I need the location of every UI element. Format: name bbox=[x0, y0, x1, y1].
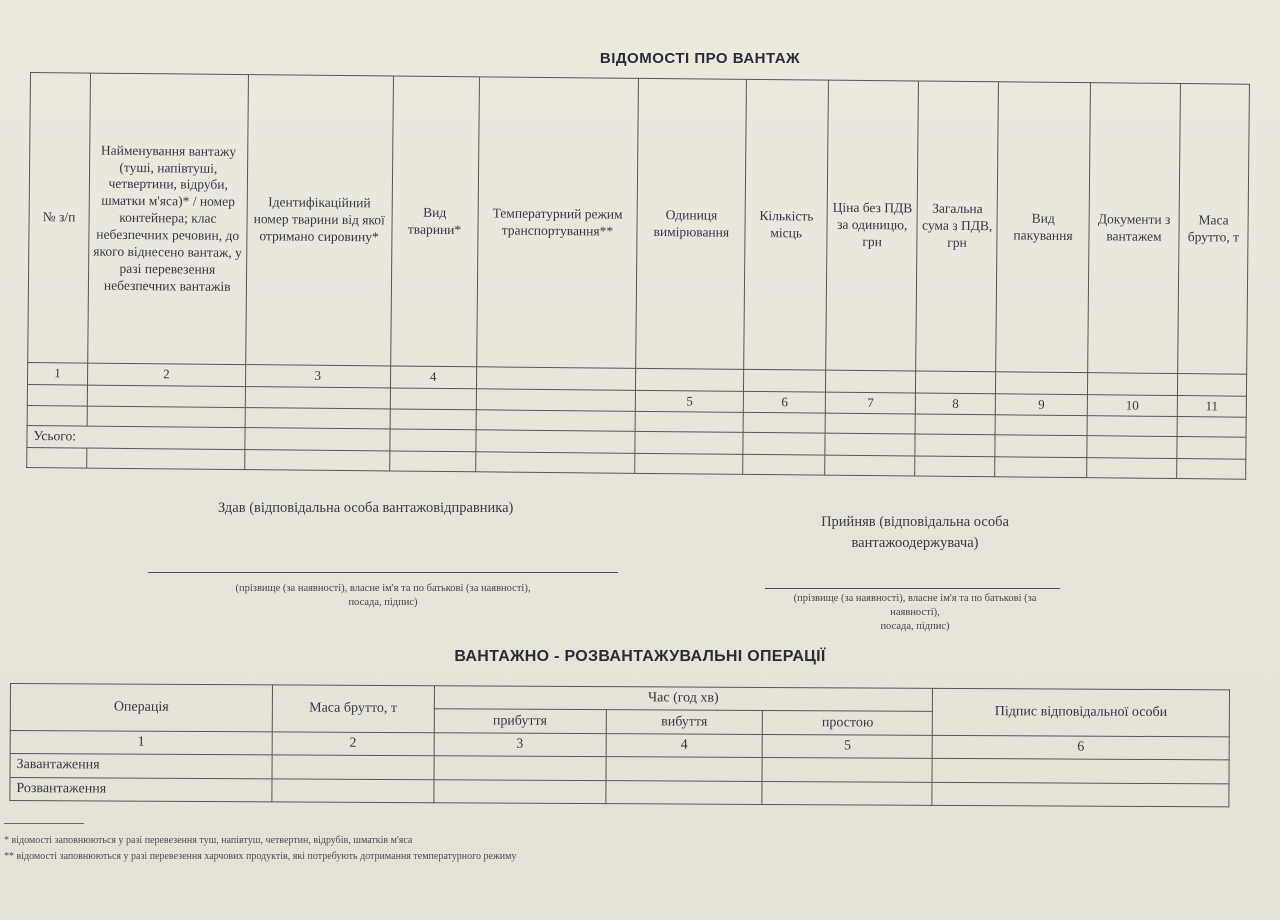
sender-note-line: посада, підпис) bbox=[348, 597, 418, 609]
receiver-signature-line[interactable] bbox=[765, 588, 1060, 589]
sender-signature-line[interactable] bbox=[148, 572, 618, 573]
col-number: 1 bbox=[10, 730, 272, 755]
table-cell[interactable] bbox=[915, 434, 995, 456]
table-cell[interactable] bbox=[825, 455, 915, 476]
sender-note bbox=[148, 582, 618, 610]
operations-title: ВАНТАЖНО - РОЗВАНТАЖУВАЛЬНІ ОПЕРАЦІЇ bbox=[454, 648, 826, 665]
col-header-price: Ціна без ПДВ за одиницю, грн bbox=[826, 80, 919, 371]
col-number: 4 bbox=[606, 733, 763, 757]
col-number: 9 bbox=[995, 393, 1087, 415]
table-cell[interactable] bbox=[825, 433, 915, 455]
col-header-gross-mass: Маса брутто, т bbox=[1178, 84, 1250, 375]
table-cell[interactable] bbox=[87, 448, 245, 470]
table-cell[interactable] bbox=[389, 451, 475, 472]
table-cell[interactable] bbox=[1087, 416, 1177, 437]
ops-header-signature: Підпис відповідальної особи bbox=[932, 688, 1229, 736]
table-cell[interactable] bbox=[244, 449, 389, 471]
col-number: 8 bbox=[915, 393, 995, 415]
receiver-note-line: наявності), bbox=[890, 607, 940, 619]
ops-header-gross: Маса брутто, т bbox=[272, 685, 434, 733]
table-cell[interactable] bbox=[476, 410, 636, 432]
col-header-cargo-name: Найменування вантажу (туші, напівтуші, четвертини, відруби, шматки м'яса)* / номер контейнера; клас небезпечних речовин, до якого віднесено вантаж, у разі перевезення небезпечних вантажів bbox=[88, 73, 249, 365]
ops-header-row bbox=[10, 684, 1229, 714]
col-header-packaging: Вид пакування bbox=[996, 82, 1091, 373]
table-cell[interactable] bbox=[635, 432, 743, 454]
table-cell[interactable] bbox=[390, 409, 476, 430]
col-header-temperature: Температурний режим транспортування** bbox=[476, 77, 639, 369]
col-number: 6 bbox=[932, 735, 1229, 760]
cargo-header-row bbox=[28, 73, 1250, 375]
ops-header-operation: Операція bbox=[10, 684, 272, 732]
table-cell[interactable] bbox=[916, 371, 996, 393]
table-cell[interactable] bbox=[636, 368, 744, 390]
sender-heading: Здав (відповідальна особа вантажовідправника) bbox=[218, 500, 514, 516]
col-header-total-sum: Загальна сума з ПДВ, грн bbox=[916, 81, 999, 372]
col-number: 6 bbox=[744, 391, 826, 413]
table-cell[interactable] bbox=[1177, 416, 1246, 437]
col-number: 4 bbox=[390, 366, 476, 388]
table-cell[interactable] bbox=[434, 779, 606, 803]
col-number: 3 bbox=[434, 733, 606, 757]
table-cell[interactable] bbox=[245, 428, 390, 451]
col-number: 3 bbox=[245, 365, 390, 388]
ops-header-idle: простою bbox=[763, 711, 933, 735]
table-cell[interactable] bbox=[476, 367, 636, 390]
table-cell[interactable] bbox=[995, 435, 1087, 457]
ops-header-arrival: прибуття bbox=[434, 709, 606, 733]
col-number: 2 bbox=[272, 732, 434, 756]
table-cell[interactable] bbox=[475, 430, 635, 453]
col-header-animal-type: Вид тварини* bbox=[390, 76, 479, 367]
table-cell[interactable] bbox=[1177, 374, 1246, 396]
col-number: 2 bbox=[87, 363, 245, 386]
table-cell[interactable] bbox=[87, 385, 245, 408]
receiver-note-line: посада, підпис) bbox=[880, 621, 950, 633]
col-header-places: Кількість місць bbox=[744, 79, 829, 370]
table-cell[interactable] bbox=[27, 384, 87, 406]
table-cell[interactable] bbox=[476, 388, 636, 411]
table-cell[interactable] bbox=[744, 370, 826, 392]
table-cell[interactable] bbox=[245, 386, 390, 409]
table-cell[interactable] bbox=[1087, 457, 1177, 478]
table-cell[interactable] bbox=[762, 758, 932, 782]
table-cell[interactable] bbox=[272, 755, 434, 779]
table-cell[interactable] bbox=[27, 447, 87, 468]
table-cell[interactable] bbox=[605, 780, 762, 804]
ops-row-label: Розвантаження bbox=[10, 777, 272, 802]
receiver-heading-line: вантажоодержувача) bbox=[851, 535, 979, 552]
col-number: 11 bbox=[1177, 395, 1246, 417]
table-cell[interactable] bbox=[915, 456, 995, 477]
col-number: 1 bbox=[28, 363, 88, 385]
receiver-heading-line: Прийняв (відповідальна особа bbox=[821, 514, 1009, 530]
col-number: 7 bbox=[826, 392, 916, 414]
footnote-1: * відомості заповнюються у разі перевезення туш, напівтуш, четвертин, відрубів, шматків м'яса bbox=[4, 835, 413, 846]
table-cell[interactable] bbox=[1177, 437, 1246, 459]
table-cell[interactable] bbox=[743, 412, 825, 433]
ops-row-label: Завантаження bbox=[10, 754, 272, 779]
receiver-note-line: (прізвище (за наявності), власне ім'я та по батькові (за bbox=[793, 593, 1037, 604]
table-cell[interactable] bbox=[743, 454, 825, 475]
footnote-2: ** відомості заповнюються у разі перевезення харчових продуктів, які потребують дотримання температурного режиму bbox=[4, 851, 517, 862]
table-cell[interactable] bbox=[475, 451, 635, 473]
table-cell[interactable] bbox=[390, 387, 476, 409]
table-cell[interactable] bbox=[245, 407, 390, 429]
col-number: 5 bbox=[762, 734, 932, 758]
col-header-documents: Документи з вантажем bbox=[1088, 83, 1181, 374]
table-cell[interactable] bbox=[434, 756, 606, 780]
cargo-info-table bbox=[26, 72, 1250, 480]
table-cell[interactable] bbox=[995, 456, 1087, 477]
table-cell[interactable] bbox=[635, 411, 743, 432]
table-cell[interactable] bbox=[743, 433, 825, 455]
col-header-animal-id: Ідентифікаційний номер тварини від якої отримано сировину* bbox=[245, 75, 393, 367]
table-cell[interactable] bbox=[605, 757, 762, 781]
table-cell[interactable] bbox=[826, 370, 916, 392]
table-cell[interactable] bbox=[996, 372, 1088, 394]
footnote-divider bbox=[4, 823, 84, 824]
table-cell[interactable] bbox=[272, 778, 434, 802]
col-header-unit: Одиниця вимірювання bbox=[636, 78, 747, 369]
table-cell[interactable] bbox=[915, 414, 995, 435]
receiver-note bbox=[755, 592, 1075, 635]
table-cell[interactable] bbox=[635, 453, 743, 474]
table-cell[interactable] bbox=[1087, 373, 1177, 395]
table-cell[interactable] bbox=[825, 413, 915, 434]
table-cell[interactable] bbox=[995, 415, 1087, 436]
table-cell[interactable] bbox=[27, 405, 87, 426]
table-cell[interactable] bbox=[1177, 458, 1246, 479]
table-cell[interactable] bbox=[932, 759, 1229, 784]
sender-note-line: (прізвище (за наявності), власне ім'я та по батькові (за наявності), bbox=[235, 583, 531, 594]
receiver-heading bbox=[790, 512, 1040, 554]
col-number: 10 bbox=[1087, 394, 1177, 416]
table-cell[interactable] bbox=[87, 406, 245, 428]
ops-header-departure: вибуття bbox=[606, 710, 763, 734]
table-cell[interactable] bbox=[932, 782, 1229, 807]
table-row bbox=[10, 777, 1229, 807]
table-cell[interactable] bbox=[389, 429, 475, 451]
total-label: Усього: bbox=[27, 426, 245, 449]
ops-header-time: Час (год хв) bbox=[434, 686, 933, 712]
cargo-info-title: ВІДОМОСТІ ПРО ВАНТАЖ bbox=[599, 50, 801, 67]
table-cell[interactable] bbox=[762, 781, 932, 805]
col-header-number: № з/п bbox=[28, 73, 91, 364]
operations-table bbox=[9, 683, 1230, 807]
table-cell[interactable] bbox=[1087, 436, 1177, 458]
col-number: 5 bbox=[636, 390, 744, 412]
